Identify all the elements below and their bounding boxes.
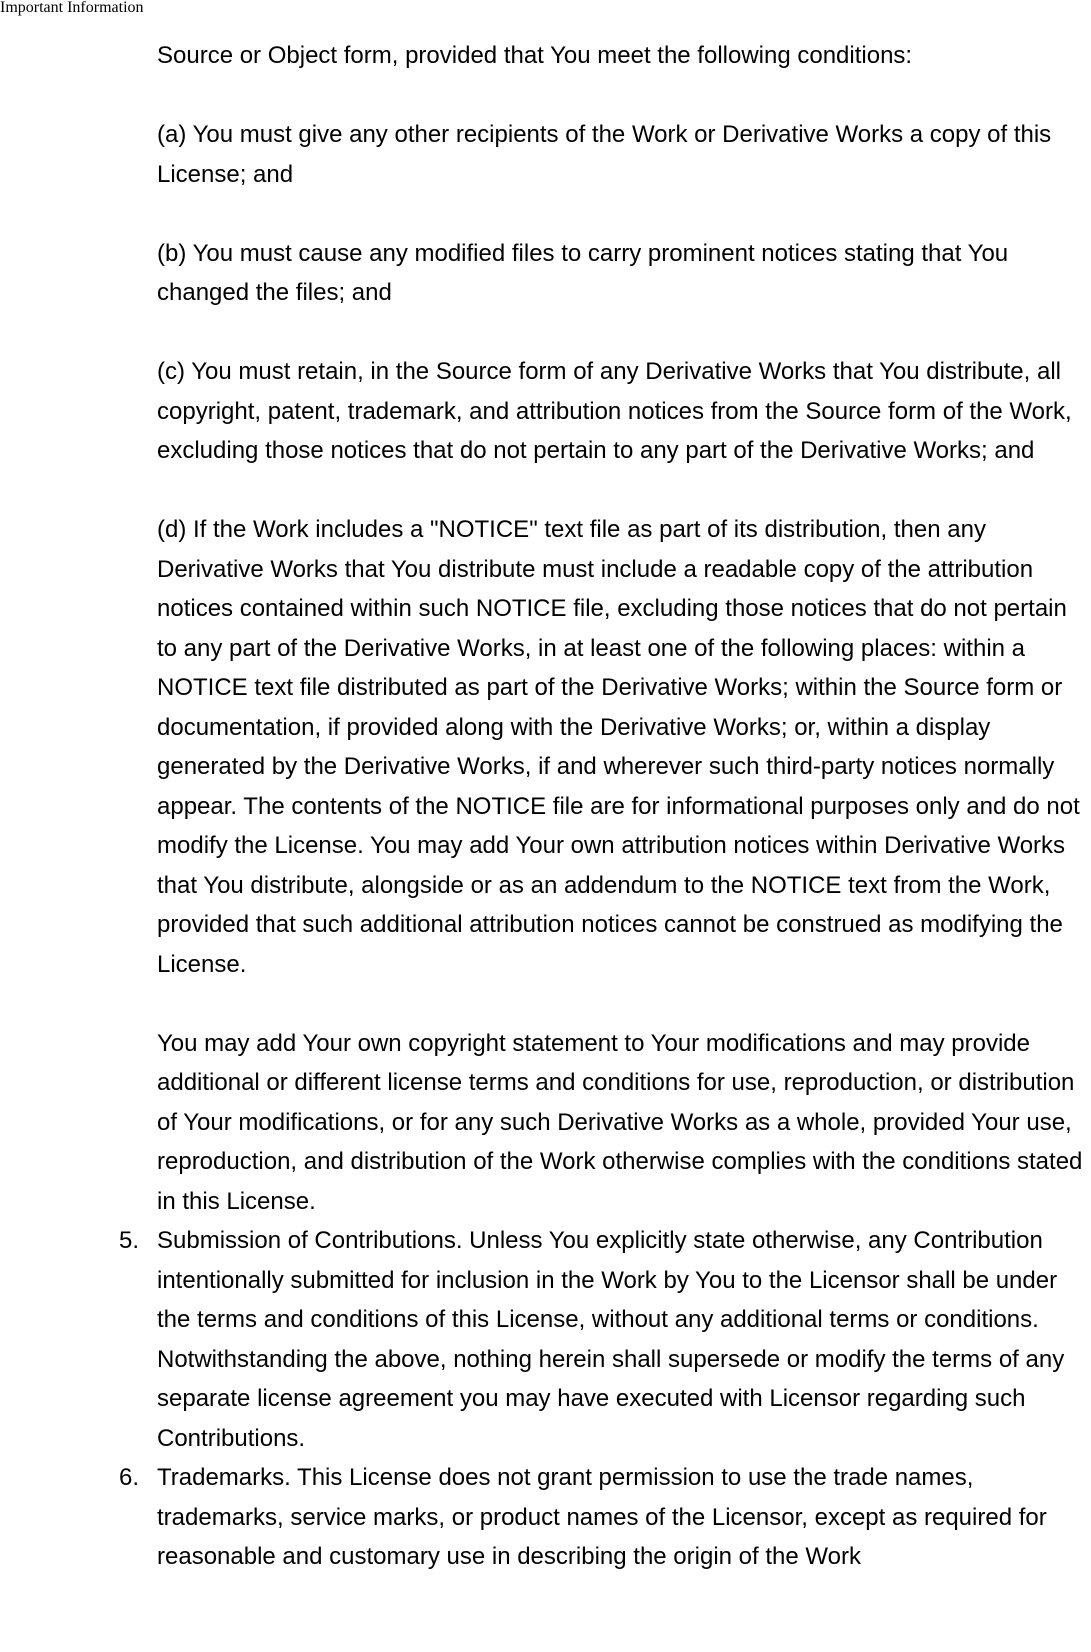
closing-paragraph: You may add Your own copyright statement to Your modifications and may provide additional or different license terms and conditions for use, reproduction, or distribution of Your modifications, or for any such Derivative Works as a whole, provided Your use, reproduction, and distribution of the Work otherwise complies with the conditions stated in this License.	[157, 1029, 1083, 1215]
list-item-text: Submission of Contributions. Unless You explicitly state otherwise, any Contribution intentionally submitted for inclusion in the Work by You to the Licensor shall be under the terms and conditions of this License, without any additional terms or conditions. Notwithstanding the above, nothing herein shall supersede or modify the terms of any separate license agreement you may have executed with Licensor regarding such Contributions.	[157, 1227, 1065, 1452]
license-body	[119, 36, 1091, 1577]
condition-b-paragraph: (b) You must cause any modified files to carry prominent notices stating that You changed the files; and	[157, 239, 1009, 306]
page-header-title: Important Information	[0, 0, 144, 16]
condition-d-paragraph: (d) If the Work includes a "NOTICE" text file as part of its distribution, then any Derivative Works that You distribute must include a readable copy of the attribution notices contained within such NOTICE file, excluding those notices that do not pertain to any part of the Derivative Works, in at least one of the following places: within a NOTICE text file distributed as part of the Derivative Works; within the Source form or documentation, if provided along with the Derivative Works; or, within a display generated by the Derivative Works, if and wherever such third-party notices normally appear. The contents of the NOTICE file are for informational purposes only and do not modify the License. You may add Your own attribution notices within Derivative Works that You distribute, alongside or as an addendum to the NOTICE text from the Work, provided that such additional attribution notices cannot be construed as modifying the License.	[157, 516, 1080, 978]
list-item-number: 6.	[119, 1464, 140, 1491]
list-item-submission	[119, 1221, 1091, 1458]
list-item-text: Trademarks. This License does not grant permission to use the trade names, trademarks, service marks, or product names of the Licensor, except as required for reasonable and customary use in describing the origin of the Work	[157, 1464, 1047, 1570]
condition-a-paragraph: (a) You must give any other recipients of the Work or Derivative Works a copy of this License; and	[157, 121, 1052, 188]
list-item-trademarks	[119, 1458, 1091, 1577]
condition-c-paragraph: (c) You must retain, in the Source form of any Derivative Works that You distribute, all copyright, patent, trademark, and attribution notices from the Source form of the Work, excluding those notices that do not pertain to any part of the Derivative Works; and	[157, 358, 1072, 464]
intro-paragraph: Source or Object form, provided that You meet the following conditions:	[157, 42, 913, 69]
list-item-number: 5.	[119, 1227, 140, 1254]
